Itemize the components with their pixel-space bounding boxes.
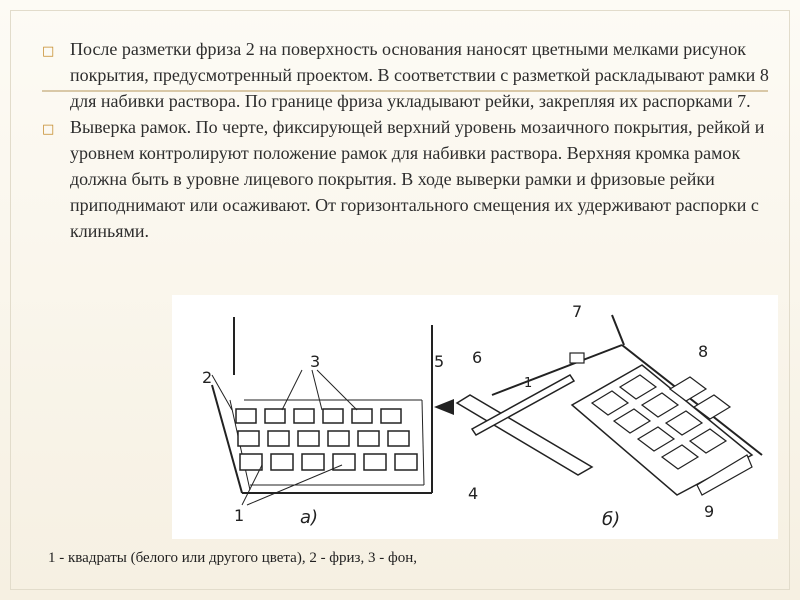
square-bullet-icon: □ — [42, 122, 55, 137]
bullet-list — [40, 36, 780, 244]
square-bullet-icon: □ — [42, 44, 55, 59]
square-grid — [236, 409, 417, 470]
bullet-text-1: После разметки фриза 2 на поверхность основания наносят цветными мелками рисунок покрытия, предусмотренный проектом. В соответствии с разметкой раскладывают рамки 8 для набивки раствора. По границе фриза укладывают рейки, закрепляя их распорками 7. — [70, 39, 769, 111]
label-a-2: 2 — [202, 368, 213, 387]
illustration — [172, 295, 778, 539]
diagram-b — [434, 315, 762, 495]
label-b-6: 6 — [472, 348, 483, 367]
label-b-9: 9 — [704, 502, 715, 521]
label-b-4: 4 — [468, 484, 479, 503]
diagram-a — [212, 317, 432, 505]
label-b-7: 7 — [572, 302, 583, 321]
label-a-title: а) — [300, 507, 319, 528]
diagram-svg — [172, 295, 778, 539]
label-a-1: 1 — [234, 506, 245, 525]
label-b-8: 8 — [698, 342, 709, 361]
label-b-1: 1 — [524, 376, 533, 391]
bullet-item-2 — [40, 114, 780, 244]
label-a-3: 3 — [310, 352, 321, 371]
bullet-item-1 — [40, 36, 780, 114]
label-b-5: 5 — [434, 352, 445, 371]
bullet-text-2: Выверка рамок. По черте, фиксирующей верхний уровень мозаичного покрытия, рейкой и уровнем контролируют положение рамок для набивки раствора. Верхняя кромка рамок должна быть в уровне лицевого покрытия. В ходе выверки рамки и фризовые рейки приподнимают или осаживают. От горизонтального смещения их удерживают распорки с клиньями. — [70, 117, 765, 241]
label-b-title: б) — [602, 509, 621, 530]
caption: 1 - квадраты (белого или другого цвета), 2 - фриз, 3 - фон, — [48, 550, 417, 566]
